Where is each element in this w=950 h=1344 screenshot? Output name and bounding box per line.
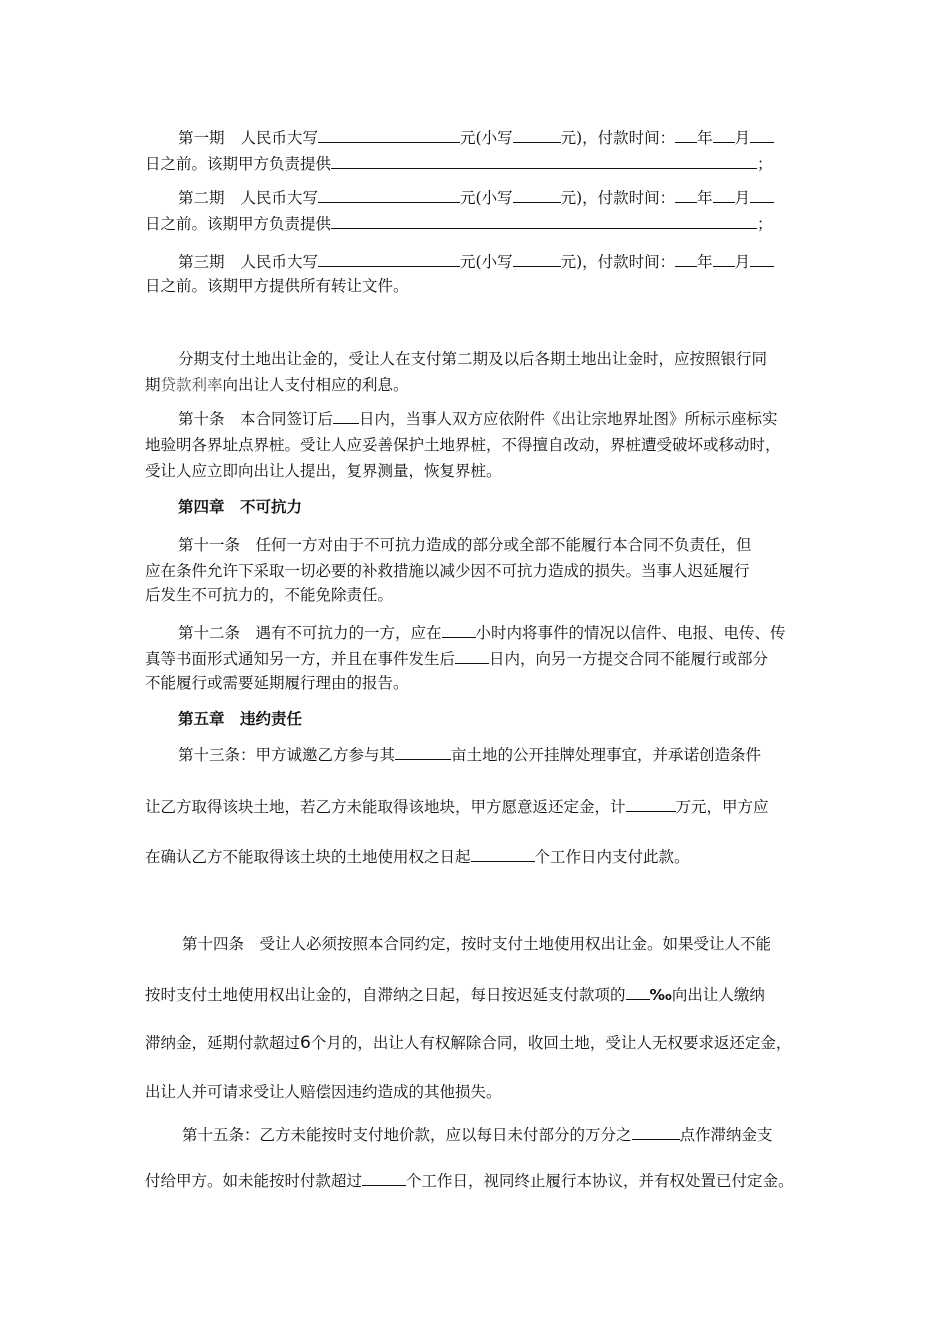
- amount-blank: [318, 187, 460, 203]
- small-amount-blank: [513, 127, 561, 143]
- article-12-line-2: 真等书面形式通知另一方，并且在事件发生后 日内，向另一方提交合同不能履行或部分: [145, 650, 769, 668]
- article-10-line-1: 第十条 本合同签订后 日内，当事人双方应依附件《出让宗地界址图》所标示座标实: [178, 410, 778, 428]
- article-11-line-2: 应在条件允许下采取一切必要的补救措施以减少因不可抗力造成的损失。当事人迟延履行: [145, 562, 750, 580]
- day-blank: [750, 251, 774, 267]
- workdays-blank: [471, 846, 535, 862]
- small-amount-blank: [513, 251, 561, 267]
- month-blank: [713, 251, 735, 267]
- provide-blank: [331, 213, 757, 229]
- article-15-line-1: 第十五条：乙方未能按时支付地价款，应以每日未付部分的万分之 点作滞纳金支: [182, 1126, 773, 1144]
- article-12-line-3: 不能履行或需要延期履行理由的报告。: [145, 674, 409, 692]
- payment-1-line-2: 日之前。该期甲方负责提供 ；: [145, 155, 773, 173]
- amount-blank: [318, 127, 460, 143]
- permille-blank: [626, 984, 650, 1000]
- days-blank: [455, 648, 489, 664]
- article-14-line-1: 第十四条 受让人必须按照本合同约定，按时支付土地使用权出让金。如果受让人不能: [182, 935, 772, 953]
- amount-blank: [318, 251, 460, 267]
- year-blank: [675, 187, 697, 203]
- article-12-line-1: 第十二条 遇有不可抗力的一方，应在 小时内将事件的情况以信件、电报、电传、传: [178, 624, 786, 642]
- workdays-blank: [362, 1170, 406, 1186]
- month-blank: [713, 187, 735, 203]
- installment-line-2: 期贷款利率向出让人支付相应的利息。: [145, 376, 409, 394]
- article-13-line-1: 第十三条：甲方诚邀乙方参与其 亩土地的公开挂牌处理事宜，并承诺创造条件: [178, 746, 762, 764]
- payment-label: 第二期: [178, 189, 225, 207]
- article-14-line-2: 按时支付土地使用权出让金的，自滞纳之日起，每日按迟延支付款项的 ‰向出让人缴纳: [145, 986, 765, 1004]
- article-11-line-1: 第十一条 任何一方对由于不可抗力造成的部分或全部不能履行本合同不负责任，但: [178, 536, 752, 554]
- hours-blank: [442, 622, 476, 638]
- payment-3-line-1: 第三期 人民币大写 元(小写 元)，付款时间： 年 月: [145, 251, 815, 273]
- mu-blank: [395, 744, 451, 760]
- payment-2-line-1: 第二期 人民币大写 元(小写 元)，付款时间： 年 月: [145, 187, 815, 209]
- rate-blank: [632, 1124, 680, 1140]
- small-amount-blank: [513, 187, 561, 203]
- article-14-line-4: 出让人并可请求受让人赔偿因违约造成的其他损失。: [145, 1083, 502, 1101]
- article-10-line-2: 地验明各界址点界桩。受让人应妥善保护土地界桩，不得擅自改动，界桩遭受破坏或移动时，: [145, 436, 781, 454]
- payment-label: 第三期: [178, 253, 225, 271]
- year-blank: [675, 127, 697, 143]
- article-15-line-2: 付给甲方。如未能按时付款超过 个工作日，视同终止履行本协议，并有权处置已付定金。: [145, 1172, 794, 1190]
- loan-rate-link[interactable]: 贷款利率: [160, 376, 223, 394]
- payment-1-line-1: 第一期 人民币大写 元(小写 元)，付款时间： 年 月: [145, 127, 815, 149]
- payment-label: 第一期: [178, 129, 225, 147]
- article-10-line-3: 受让人应立即向出让人提出，复界测量，恢复界桩。: [145, 462, 502, 480]
- installment-line-1: 分期支付土地出让金的，受让人在支付第二期及以后各期土地出让金时，应按照银行同: [178, 350, 768, 368]
- month-blank: [713, 127, 735, 143]
- day-blank: [750, 127, 774, 143]
- year-blank: [675, 251, 697, 267]
- payment-2-line-2: 日之前。该期甲方负责提供 ；: [145, 215, 773, 233]
- wan-yuan-blank: [626, 796, 676, 812]
- article-11-line-3: 后发生不可抗力的，不能免除责任。: [145, 586, 394, 604]
- provide-blank: [331, 153, 757, 169]
- article-13-line-3: 在确认乙方不能取得该土块的土地使用权之日起 个工作日内支付此款。: [145, 848, 690, 866]
- chapter-4-heading: 第四章 不可抗力: [178, 497, 303, 516]
- article-14-line-3: 滞纳金，延期付款超过6个月的，出让人有权解除合同，收回土地，受让人无权要求返还定金，: [145, 1033, 792, 1053]
- day-blank: [750, 187, 774, 203]
- article-13-line-2: 让乙方取得该块土地，若乙方未能取得该地块，甲方愿意返还定金，计 万元，甲方应: [145, 798, 769, 816]
- chapter-5-heading: 第五章 违约责任: [178, 709, 303, 728]
- days-blank: [333, 408, 359, 424]
- payment-3-line-2: 日之前。该期甲方提供所有转让文件。: [145, 277, 409, 295]
